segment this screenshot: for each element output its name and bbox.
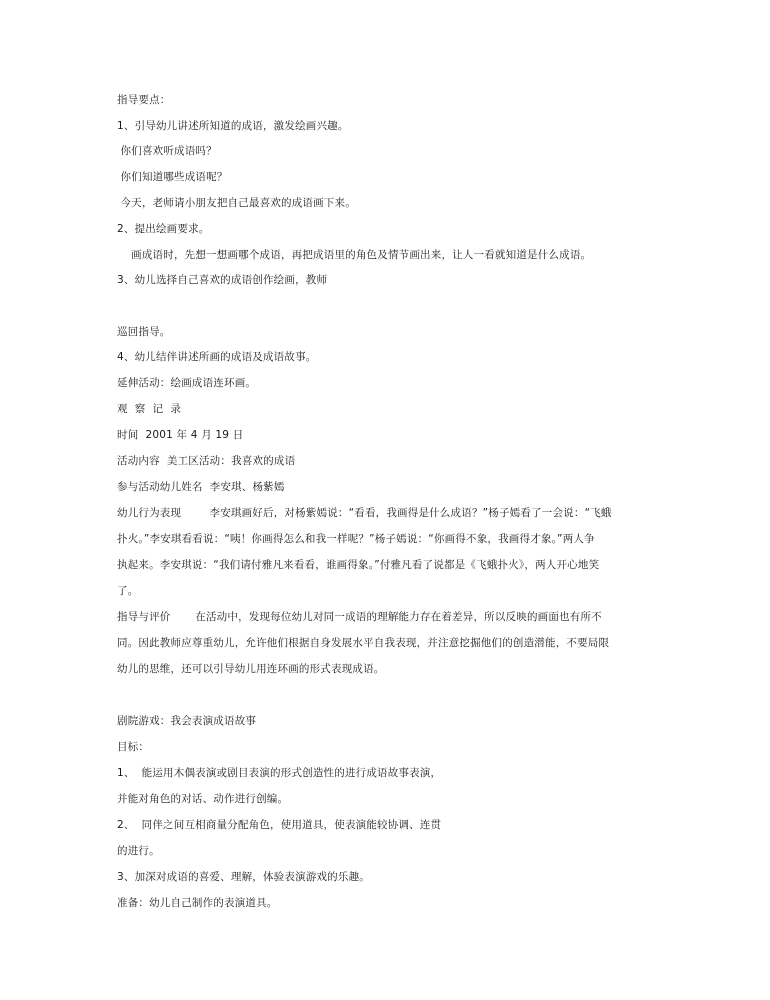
text-line: 时间 2001 年 4 月 19 日 xyxy=(117,429,244,441)
text-line: 1、 能运用木偶表演或剧目表演的形式创造性的进行成语故事表演， xyxy=(117,767,442,779)
text-line: 3、幼儿选择自己喜欢的成语创作绘画，教师 xyxy=(117,274,328,286)
text-line: 准备：幼儿自己制作的表演道具。 xyxy=(117,897,278,909)
section-heading: 剧院游戏：我会表演成语故事 xyxy=(117,715,257,727)
text-line: 扑火。”李安琪看看说：“咦！你画得怎么和我一样呢？”杨子嫣说：“你画得不象，我画得才象。”两人争 xyxy=(117,533,595,545)
text-line: 4、幼儿结伴讲述所画的成语及成语故事。 xyxy=(117,351,317,363)
text-line: 指导与评价 在活动中，发现每位幼儿对同一成语的理解能力存在着差异，所以反映的画面也有所不 xyxy=(117,611,602,623)
text-line: 幼儿行为表现 李安琪画好后，对杨紫嫣说：“看看，我画得是什么成语？”杨子嫣看了一会说：“飞蛾 xyxy=(117,507,612,519)
text-line: 参与活动幼儿姓名 李安琪、杨紫嫣 xyxy=(117,481,285,493)
text-line: 2、提出绘画要求。 xyxy=(117,223,210,235)
text-line: 活动内容 美工区活动：我喜欢的成语 xyxy=(117,455,296,467)
text-line: 画成语时，先想一想画哪个成语，再把成语里的角色及情节画出来，让人一看就知道是什么成语。 xyxy=(117,249,592,261)
text-line: 巡回指导。 xyxy=(117,326,171,338)
text-line: 了。 xyxy=(117,585,139,597)
text-line: 1、引导幼儿讲述所知道的成语，激发绘画兴趣。 xyxy=(117,120,349,132)
text-line: 2、 同伴之间互相商量分配角色，使用道具，使表演能较协调、连贯 xyxy=(117,819,442,831)
text-line: 同。因此教师应尊重幼儿，允许他们根据自身发展水平自我表现，并注意挖掘他们的创造潜能，不要局限 xyxy=(117,637,610,649)
text-line: 执起来。李安琪说：“我们请付雅凡来看看，谁画得象。”付雅凡看了说都是《飞蛾扑火》，两人开心地笑 xyxy=(117,559,600,571)
text-line: 幼儿的思维，还可以引导幼儿用连环画的形式表现成语。 xyxy=(117,663,385,675)
text-line: 你们喜欢听成语吗？ xyxy=(117,145,217,157)
text-line: 并能对角色的对话、动作进行创编。 xyxy=(117,793,289,805)
text-line: 延伸活动：绘画成语连环画。 xyxy=(117,377,257,389)
text-line: 的进行。 xyxy=(117,845,160,857)
text-line: 目标： xyxy=(117,741,150,753)
section-heading: 观 察 记 录 xyxy=(117,403,182,415)
text-line: 指导要点： xyxy=(117,94,171,106)
text-line: 你们知道哪些成语呢？ xyxy=(117,171,228,183)
text-line: 今天，老师请小朋友把自己最喜欢的成语画下来。 xyxy=(117,197,356,209)
text-line: 3、加深对成语的喜爱、理解，体验表演游戏的乐趣。 xyxy=(117,871,370,883)
